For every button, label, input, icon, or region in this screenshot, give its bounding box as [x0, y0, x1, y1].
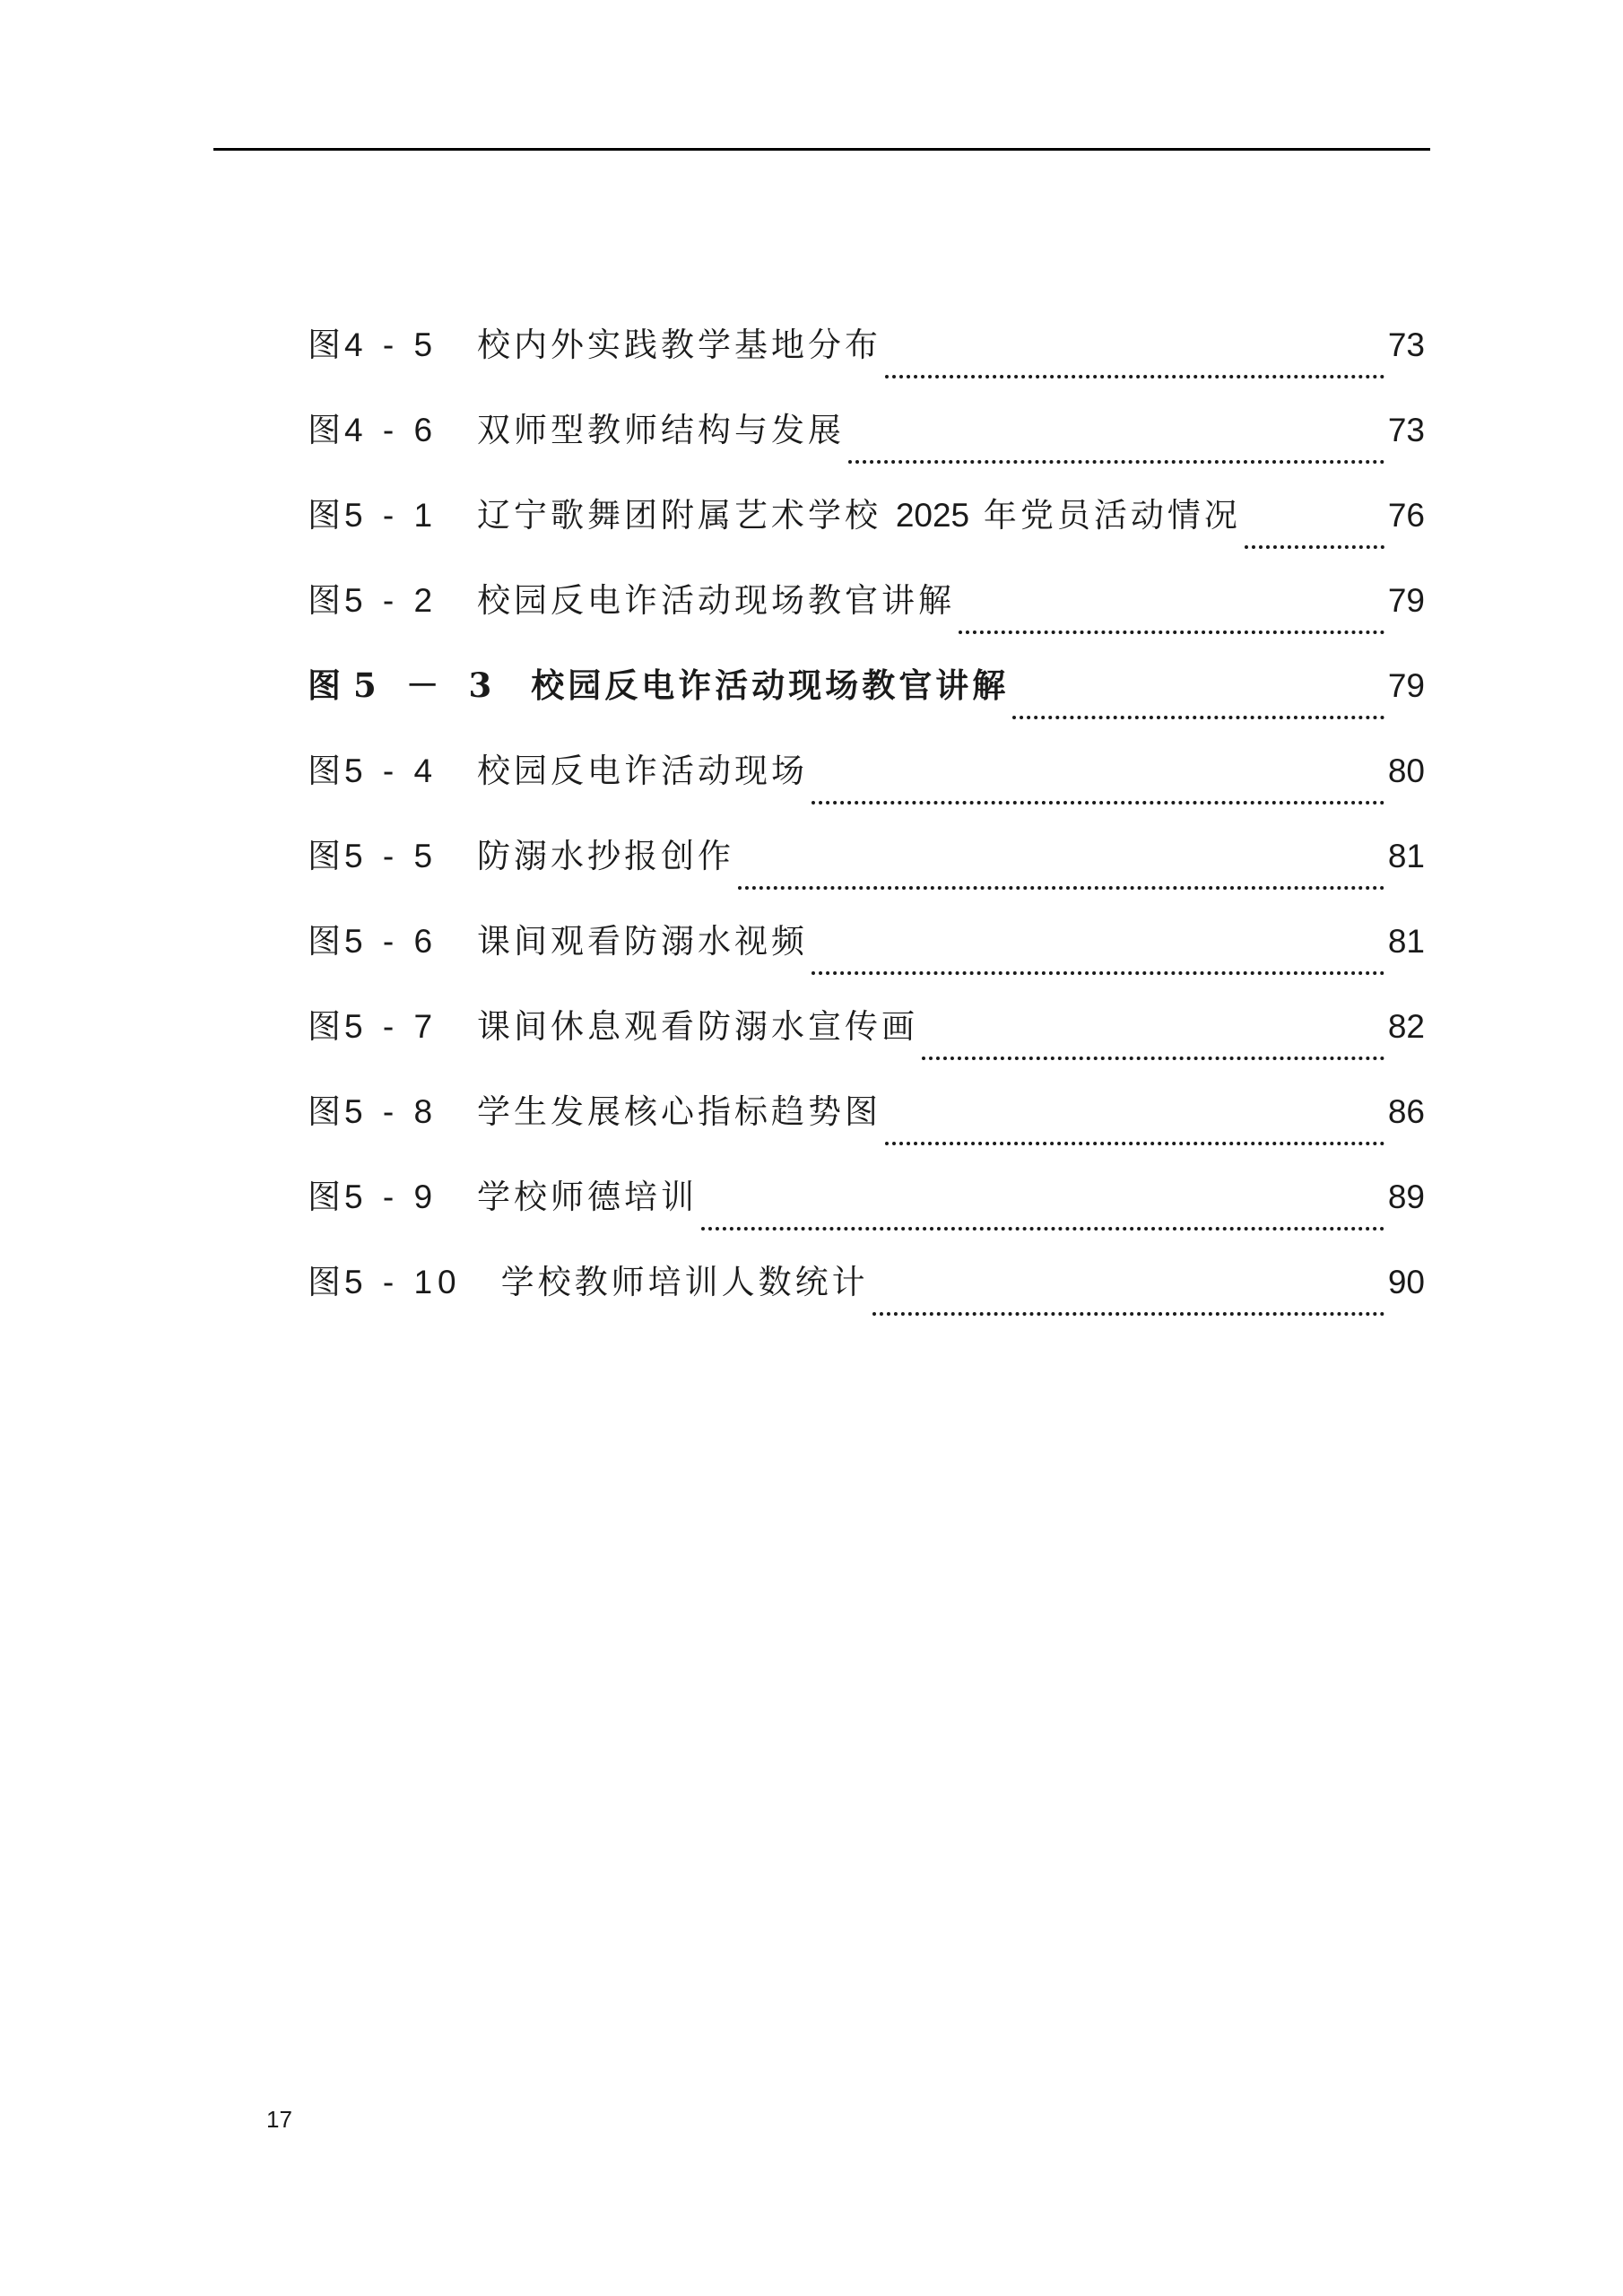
- fig-title: 校园反电诈活动现场: [477, 752, 809, 790]
- toc-entry-fig-5-6[interactable]: [308, 899, 1425, 984]
- fig-prefix: 图: [308, 411, 341, 449]
- fig-number: 5 - 6: [344, 923, 438, 960]
- toc-page-number: 81: [1387, 838, 1425, 874]
- fig-title: 校园反电诈活动现场教官讲解: [477, 581, 956, 620]
- toc-page-number: 86: [1387, 1093, 1425, 1130]
- fig-prefix: 图: [308, 837, 341, 875]
- toc-entry-label: [308, 581, 956, 620]
- toc-entry-fig-5-4[interactable]: [308, 728, 1425, 813]
- fig-title: 学生发展核心指标趋势图: [477, 1092, 882, 1131]
- toc-page-number: 82: [1387, 1008, 1425, 1045]
- fig-title-year: 2025: [895, 497, 970, 534]
- fig-number: 5 - 2: [344, 582, 438, 619]
- toc-page-number: 73: [1387, 412, 1425, 448]
- header-rule: [213, 148, 1430, 151]
- toc-page-number: 80: [1387, 752, 1425, 789]
- dot-leader: [738, 872, 1384, 899]
- toc-entry-label: [308, 1178, 699, 1216]
- fig-number: 5 - 4: [344, 752, 438, 789]
- toc-entry-fig-5-5[interactable]: [308, 813, 1425, 899]
- toc-page-number: 79: [1387, 667, 1425, 704]
- dot-leader: [885, 1127, 1384, 1154]
- fig-title: 校内外实践教学基地分布: [477, 326, 882, 364]
- fig-number: 5 - 1: [344, 497, 438, 534]
- fig-title: 双师型教师结构与发展: [477, 411, 846, 449]
- fig-title: 学校教师培训人数统计: [500, 1263, 869, 1301]
- fig-prefix: 图: [308, 1263, 341, 1301]
- toc-entry-label: [308, 922, 809, 961]
- fig-prefix: 图: [308, 1178, 341, 1216]
- page-number: 17: [266, 2106, 292, 2133]
- toc-entry-label: [308, 496, 1241, 535]
- dot-leader: [885, 361, 1384, 387]
- toc-entry-fig-5-7[interactable]: [308, 984, 1425, 1069]
- toc-page-number: 73: [1387, 326, 1425, 363]
- toc-entry-fig-5-10[interactable]: [308, 1239, 1425, 1325]
- fig-number: 5 - 8: [344, 1093, 438, 1130]
- dot-leader: [1012, 701, 1384, 728]
- fig-title: 防溺水抄报创作: [477, 837, 735, 875]
- fig-title: [477, 496, 1241, 535]
- table-of-figures: [308, 302, 1425, 1325]
- toc-page-number: 89: [1387, 1178, 1425, 1215]
- dot-leader: [812, 957, 1384, 984]
- fig-prefix: 图: [308, 665, 341, 705]
- toc-entry-fig-4-5[interactable]: [308, 302, 1425, 387]
- dot-leader: [701, 1213, 1384, 1239]
- toc-entry-fig-5-8[interactable]: [308, 1069, 1425, 1154]
- toc-entry-label: [308, 1092, 882, 1131]
- toc-entry-fig-4-6[interactable]: [308, 387, 1425, 473]
- fig-title: 校园反电诈活动现场教官讲解: [531, 665, 1010, 705]
- toc-page-number: 76: [1387, 497, 1425, 534]
- dot-leader: [959, 616, 1384, 643]
- toc-entry-label: [308, 326, 882, 364]
- toc-entry-fig-5-9[interactable]: [308, 1154, 1425, 1239]
- dot-leader: [848, 446, 1384, 473]
- toc-entry-label: [308, 665, 1010, 705]
- toc-entry-fig-5-2[interactable]: [308, 558, 1425, 643]
- fig-number: 4 - 6: [344, 412, 438, 448]
- fig-prefix: 图: [308, 326, 341, 364]
- toc-entry-label: [308, 1265, 869, 1299]
- toc-entry-label: [308, 839, 734, 873]
- fig-title: 课间休息观看防溺水宣传画: [477, 1007, 919, 1046]
- fig-number: 5 - 5: [344, 838, 438, 874]
- toc-page-number: 79: [1387, 582, 1425, 619]
- fig-prefix: 图: [308, 1007, 341, 1046]
- fig-number: 5 - 7: [344, 1008, 438, 1045]
- fig-prefix: 图: [308, 922, 341, 961]
- fig-number: 5 - 10: [344, 1264, 462, 1300]
- fig-number: 5 - 9: [344, 1178, 438, 1215]
- toc-entry-fig-5-1[interactable]: [308, 473, 1425, 558]
- fig-prefix: 图: [308, 1092, 341, 1131]
- toc-page-number: 81: [1387, 923, 1425, 960]
- toc-entry-label: [308, 1007, 919, 1046]
- fig-prefix: 图: [308, 496, 341, 535]
- dot-leader: [922, 1042, 1384, 1069]
- fig-number: 4 - 5: [344, 326, 438, 363]
- fig-prefix: 图: [308, 581, 341, 620]
- toc-page-number: 90: [1387, 1264, 1425, 1300]
- fig-title-part: 辽宁歌舞团附属艺术学校: [477, 496, 896, 535]
- fig-prefix: 图: [308, 752, 341, 790]
- fig-number: 5 － 3: [353, 665, 501, 705]
- dot-leader: [812, 787, 1384, 813]
- fig-title: 学校师德培训: [477, 1178, 699, 1216]
- toc-entry-label: [308, 413, 845, 447]
- fig-title-part: 年党员活动情况: [969, 496, 1241, 535]
- toc-entry-label: [308, 752, 809, 790]
- dot-leader: [872, 1298, 1384, 1325]
- dot-leader: [1245, 531, 1384, 558]
- fig-title: 课间观看防溺水视频: [477, 922, 809, 961]
- toc-entry-fig-5-3[interactable]: [308, 643, 1425, 728]
